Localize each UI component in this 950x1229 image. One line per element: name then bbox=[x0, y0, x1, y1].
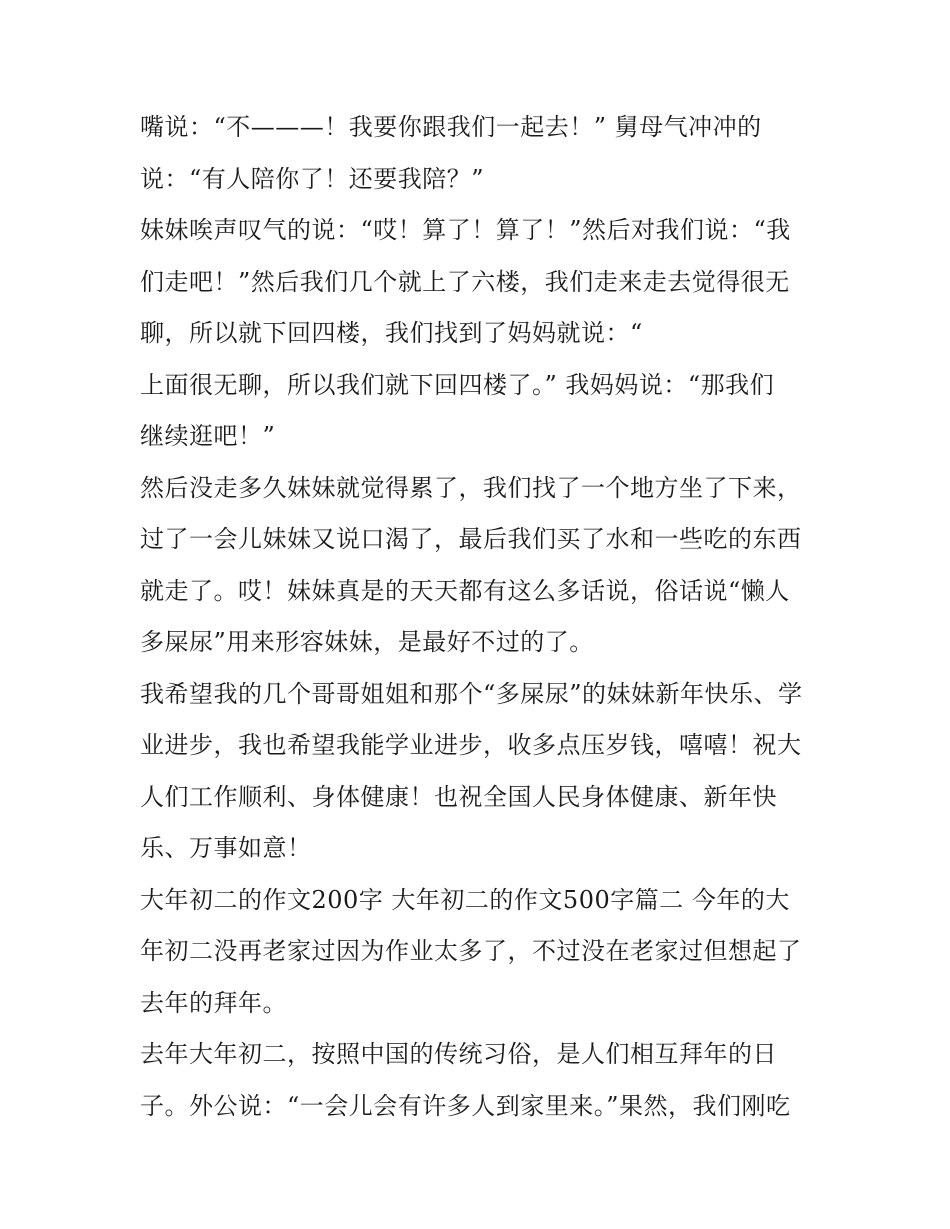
text-line: 业进步，我也希望我能学业进步，收多点压岁钱，嘻嘻！祝大 bbox=[140, 731, 802, 759]
body-text bbox=[140, 102, 820, 1132]
text-line: 乐、万事如意！ bbox=[140, 834, 312, 862]
text-line: 上面很无聊，所以我们就下回四楼了。” 我妈妈说：“那我们 bbox=[140, 370, 775, 399]
text-line: 人们工作顺利、身体健康！也祝全国人民身体健康、新年快 bbox=[140, 782, 777, 811]
text-line: 继续逛吧！” bbox=[140, 422, 276, 450]
text-line: 年初二没再老家过因为作业太多了，不过没在老家过但想起了 bbox=[140, 937, 802, 965]
text-line: 聊，所以就下回四楼，我们找到了妈妈就说：“ bbox=[140, 319, 643, 347]
text-line: 子。外公说：“一会儿会有许多人到家里来。”果然，我们刚吃 bbox=[140, 1091, 791, 1120]
text-line: 我希望我的几个哥哥姐姐和那个“多屎尿”的妹妹新年快乐、学 bbox=[140, 679, 803, 708]
text-line: 去年大年初二，按照中国的传统习俗，是人们相互拜年的日 bbox=[140, 1040, 777, 1068]
text-line: 嘴说：“不———！我要你跟我们一起去！” 舅母气冲冲的 bbox=[140, 113, 762, 141]
text-line: 去年的拜年。 bbox=[140, 988, 287, 1017]
text-line: 大年初二的作文200字 大年初二的作文500字篇二 今年的大 bbox=[140, 885, 790, 914]
text-line: 说：“有人陪你了！还要我陪？” bbox=[140, 164, 485, 193]
text-line: 们走吧！”然后我们几个就上了六楼，我们走来走去觉得很无 bbox=[140, 267, 790, 296]
text-line: 过了一会儿妹妹又说口渴了，最后我们买了水和一些吃的东西 bbox=[140, 525, 802, 553]
text-line: 妹妹唉声叹气的说：“哎！算了！算了！”然后对我们说：“我 bbox=[140, 216, 791, 244]
text-line: 就走了。哎！妹妹真是的天天都有这么多话说，俗话说“懒人 bbox=[140, 576, 790, 605]
text-line: 然后没走多久妹妹就觉得累了，我们找了一个地方坐了下来， bbox=[140, 473, 802, 502]
text-line: 多屎尿”用来形容妹妹，是最好不过的了。 bbox=[140, 628, 594, 656]
